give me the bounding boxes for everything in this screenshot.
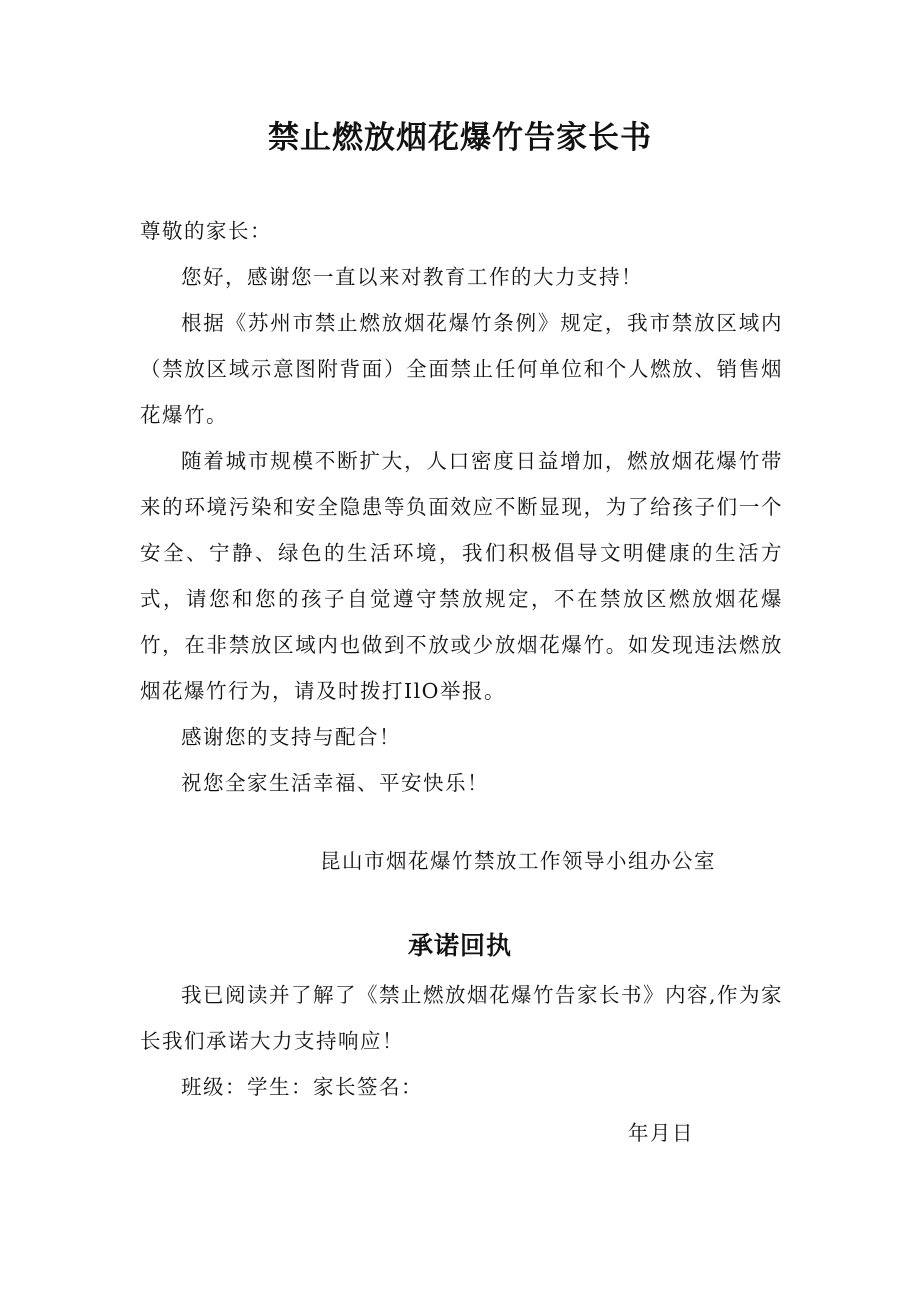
receipt-statement: 我已阅读并了解了《禁止燃放烟花爆竹告家长书》内容,作为家长我们承诺大力支持响应！	[140, 983, 784, 1053]
paragraph-appeal: 随着城市规模不断扩大，人口密度日益增加，燃放烟花爆竹带来的环境污染和安全隐患等负面效应不断显现，为了给孩子们一个安全、宁静、绿色的生活环境，我们积极倡导文明健康的生活方式，请您和您的孩子自觉遵守禁放规定，不在禁放区燃放烟花爆竹，在非禁放区域内也做到不放或少放烟花爆竹。如发现违法燃放烟花爆竹行为，请及时拨打IlO举报。	[140, 449, 783, 703]
greeting: 尊敬的家长：	[140, 219, 272, 243]
paragraph-wishes: 祝您全家生活幸福、平安快乐！	[181, 771, 489, 795]
receipt-date-line: 年月日	[628, 1121, 694, 1145]
document-title: 禁止燃放烟花爆竹告家长书	[268, 120, 652, 156]
paragraph-thanks: 您好，感谢您一直以来对教育工作的大力支持！	[181, 265, 643, 289]
paragraph-cooperation: 感谢您的支持与配合！	[181, 725, 401, 749]
receipt-title: 承诺回执	[407, 931, 512, 960]
paragraph-regulation: 根据《苏州市禁止燃放烟花爆竹条例》规定，我市禁放区域内（禁放区域示意图附背面）全面禁止任何单位和个人燃放、销售烟花爆竹。	[140, 311, 783, 427]
sender-signature: 昆山市烟花爆竹禁放工作领导小组办公室	[320, 849, 716, 873]
receipt-fields-line: 班级：学生：家长签名：	[181, 1075, 423, 1099]
